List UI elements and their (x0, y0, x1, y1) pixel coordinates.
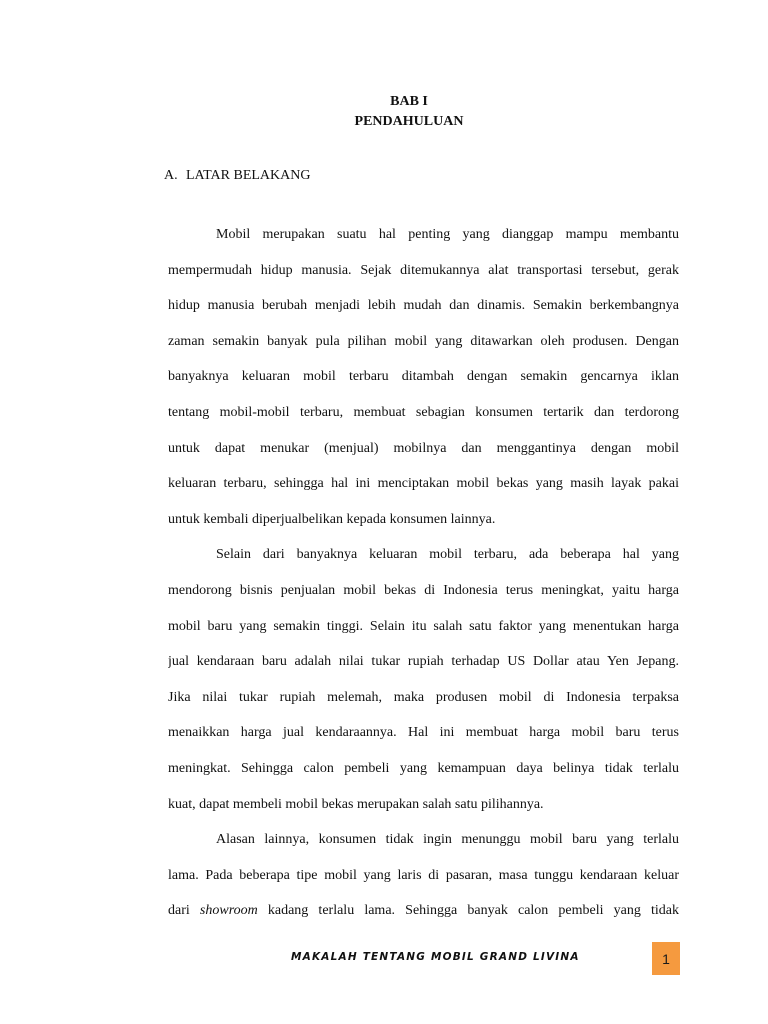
text-segment: dari (168, 903, 200, 919)
body-text (168, 217, 679, 929)
text-line: zaman semakin banyak pula pilihan mobil yang ditawarkan oleh produsen. Dengan (168, 333, 679, 349)
chapter-label: BAB I (390, 94, 428, 109)
text-line: untuk dapat menukar (menjual) mobilnya dan menggantinya dengan mobil (168, 440, 679, 456)
section-number: A. (164, 168, 178, 183)
section-heading (164, 166, 310, 186)
text-line: jual kendaraan baru adalah nilai tukar rupiah terhadap US Dollar atau Yen Jepang. (168, 654, 679, 670)
text-line: meningkat. Sehingga calon pembeli yang kemampuan daya belinya tidak terlalu (168, 760, 679, 776)
page-number: 1 (662, 950, 670, 967)
text-line: mobil baru yang semakin tinggi. Selain itu salah satu faktor yang menentukan harga (168, 618, 679, 634)
text-line: menaikkan harga jual kendaraannya. Hal ini membuat harga mobil baru terus (168, 725, 679, 741)
section-title: LATAR BELAKANG (186, 168, 311, 183)
text-line: lama. Pada beberapa tipe mobil yang laris di pasaran, masa tunggu kendaraan keluar (168, 867, 679, 883)
chapter-title: PENDAHULUAN (354, 114, 464, 129)
italic-term: showroom (199, 903, 258, 919)
text-segment: kadang terlalu lama. Sehingga banyak calon pembeli yang tidak (257, 903, 679, 919)
text-line: mendorong bisnis penjualan mobil bekas di Indonesia terus meningkat, yaitu harga (168, 582, 679, 598)
text-line: mempermudah hidup manusia. Sejak ditemukannya alat transportasi tersebut, gerak (168, 262, 679, 278)
text-line: keluaran terbaru, sehingga hal ini menciptakan mobil bekas yang masih layak pakai (168, 476, 679, 492)
text-line (168, 893, 679, 929)
text-line: Mobil merupakan suatu hal penting yang dianggap mampu membantu (216, 227, 679, 242)
text-line: banyaknya keluaran mobil terbaru ditambah dengan semakin gencarnya iklan (168, 369, 679, 385)
text-line: tentang mobil-mobil terbaru, membuat sebagian konsumen tertarik dan terdorong (168, 404, 679, 420)
text-line: Selain dari banyaknya keluaran mobil terbaru, ada beberapa hal yang (216, 547, 679, 563)
footer-title: MAKALAH TENTANG MOBIL GRAND LIVINA (291, 951, 580, 963)
text-line: kuat, dapat membeli mobil bekas merupakan salah satu pilihannya. (168, 796, 544, 812)
text-line: untuk kembali diperjualbelikan kepada konsumen lainnya. (168, 511, 496, 527)
text-line: Jika nilai tukar rupiah melemah, maka produsen mobil di Indonesia terpaksa (168, 689, 679, 705)
text-line: hidup manusia berubah menjadi lebih mudah dan dinamis. Semakin berkembangnya (168, 298, 679, 314)
page-number-badge (652, 942, 680, 975)
text-line: Alasan lainnya, konsumen tidak ingin menunggu mobil baru yang terlalu (216, 832, 679, 848)
